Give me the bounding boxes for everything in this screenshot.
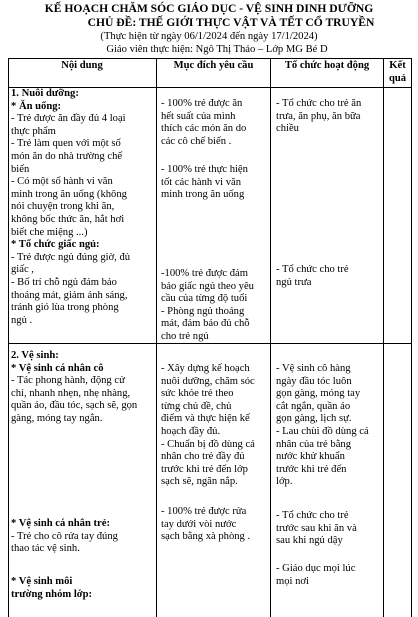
content-line: - Trẻ làm quen với một số <box>11 138 121 150</box>
table-divider-col1 <box>156 58 157 617</box>
content-line: - Trẻ được ngủ đúng giờ, đủ <box>11 251 131 263</box>
section2-content-teacher <box>11 350 137 426</box>
section1-purpose-manners <box>161 164 248 202</box>
purpose-line: trước khi trẻ đến lớp <box>161 463 248 475</box>
content-line: tránh gió lùa trong phòng <box>11 302 119 314</box>
purpose-line: hoạch đầy đủ. <box>161 425 221 437</box>
section2-content-environment <box>11 576 92 601</box>
organize-line: nhân của trẻ bằng <box>276 438 352 450</box>
organize-line: gọn gàng, móng tay <box>276 388 361 400</box>
purpose-line: - Phòng ngủ thoáng <box>161 305 245 317</box>
content-line: thao tác vệ sinh. <box>11 543 80 555</box>
subheading-environment-cont: trường nhóm lớp: <box>11 588 93 600</box>
section2-organize-child <box>276 510 357 548</box>
section1-purpose-eating <box>161 98 246 148</box>
content-line: - Bố trí chỗ ngủ đảm bảo <box>11 276 117 288</box>
purpose-line: - Xây dựng kế hoạch <box>161 363 250 374</box>
care-plan-table <box>8 58 412 617</box>
purpose-line: hết suất của mình <box>161 110 236 122</box>
purpose-line: tốt các hành vi văn <box>161 176 242 188</box>
content-line: thực phẩm <box>11 125 56 137</box>
header-content: Nội dung <box>61 60 103 71</box>
purpose-line: - Chuẩn bị đồ dùng cá <box>161 438 255 450</box>
section1-title: 1. Nuôi dưỡng: <box>11 88 79 99</box>
organize-line: cắt ngắn, quần áo <box>276 400 351 412</box>
subheading-child-hygiene: * Vệ sinh cá nhân trẻ: <box>11 518 110 529</box>
document-period: (Thực hiện từ ngày 06/1/2024 đến ngày 17/1/2024) <box>100 31 318 42</box>
organize-line: trưa, ăn phụ, ăn bữa <box>276 110 361 122</box>
organize-line: ngủ trưa <box>276 276 312 288</box>
content-line: không bốc thức ăn, hắt hơi <box>11 213 125 225</box>
content-line: - Tác phong hành, động cử <box>11 375 125 387</box>
organize-line: - Giáo dục mọi lúc <box>276 563 356 574</box>
document-theme: CHỦ ĐỀ: THẾ GIỚI THỰC VẬT VÀ TẾT CỔ TRUYỀN <box>87 16 375 29</box>
organize-line: trước khi trẻ đến <box>276 463 347 475</box>
purpose-line: sạch bằng xà phòng . <box>161 531 251 543</box>
purpose-line: tay dưới vòi nước <box>161 518 237 530</box>
section1-content <box>11 88 130 327</box>
header-purpose: Mục đích yêu cầu <box>173 60 254 71</box>
content-line: giấc , <box>11 264 34 276</box>
subheading-teacher-hygiene: * Vệ sinh cá nhân cô <box>11 362 104 374</box>
organize-line: sau khi ngủ dậy <box>276 535 343 547</box>
purpose-line: nuôi dưỡng, chăm sóc <box>161 375 255 387</box>
organize-line: gọn gàng, lịch sự. <box>276 413 352 425</box>
section2-content-child <box>11 518 118 556</box>
organize-line: - Tổ chức cho trẻ <box>276 264 349 275</box>
organize-line: lớp. <box>276 476 293 488</box>
table-border-top <box>8 58 412 59</box>
purpose-line: - 100% trẻ thực hiện <box>161 164 248 175</box>
content-line: - Trẻ được ăn đầy đủ 4 loại <box>11 113 126 125</box>
section2-organize-education <box>276 563 355 588</box>
purpose-line: nhân cho trẻ đầy đủ <box>161 451 245 463</box>
subheading-environment: * Vệ sinh môi <box>11 576 73 587</box>
content-line: ngủ . <box>11 314 33 326</box>
content-line: minh trong ăn uống (không <box>11 188 127 200</box>
content-line: nói chuyện trong khi ăn, <box>11 201 115 213</box>
purpose-line: - 100% trẻ được ăn <box>161 98 243 109</box>
section1-organize-meals <box>276 98 361 136</box>
document-title: KẾ HOẠCH CHĂM SÓC GIÁO DỤC - VỆ SINH DINH DƯỠNG <box>44 2 374 15</box>
organize-line: - Vệ sinh cô hàng <box>276 363 351 374</box>
purpose-line: mát, đảm bảo đủ chỗ <box>161 318 250 330</box>
content-line: chỉ, nhanh nhẹn, nhẹ nhàng, <box>11 387 131 399</box>
header-organize: Tổ chức hoạt động <box>284 60 370 71</box>
section1-organize-nap <box>276 264 349 289</box>
content-line: gàng, móng tay ngắn. <box>11 412 103 424</box>
purpose-line: sạch sẽ, ngăn nắp. <box>161 476 238 488</box>
section2-organize-teacher <box>276 363 369 489</box>
purpose-line: -100% trẻ được đảm <box>161 268 248 279</box>
header-result: Kết quả <box>388 60 407 84</box>
content-line: quần áo, đầu tóc, sạch sẽ, gọn <box>11 400 138 412</box>
section1-purpose-sleep <box>161 268 254 344</box>
organize-line: nước khử khuẩn <box>276 451 345 463</box>
section2-purpose-plan <box>161 363 255 489</box>
purpose-line: - 100% trẻ được rửa <box>161 506 247 517</box>
table-border-right <box>411 58 412 617</box>
content-line: món ăn do nhà trường chế <box>11 150 123 162</box>
content-line: biết che miệng ...) <box>11 226 88 238</box>
content-line: biến <box>11 163 30 175</box>
purpose-line: bảo giấc ngủ theo yêu <box>161 280 254 292</box>
content-line: - Có một số hành vi văn <box>11 176 113 188</box>
organize-line: trước sau khi ăn và <box>276 522 357 534</box>
purpose-line: cho trẻ ngủ <box>161 330 209 342</box>
content-line: thoáng mát, giảm ánh sáng, <box>11 289 128 301</box>
organize-line: - Tổ chức cho trẻ <box>276 510 349 521</box>
purpose-line: thích các món ăn do <box>161 123 247 135</box>
purpose-line: sức khỏe trẻ theo <box>161 388 234 400</box>
organize-line: - Lau chùi đồ dùng cá <box>276 425 369 437</box>
organize-line: chiều <box>276 123 299 135</box>
subheading-sleep: * Tổ chức giấc ngủ: <box>11 239 100 251</box>
content-line: - Trẻ cho cô rửa tay đúng <box>11 530 118 542</box>
organize-line: - Tổ chức cho trẻ ăn <box>276 98 362 109</box>
purpose-line: từng chủ đề, chủ <box>161 400 232 412</box>
purpose-line: các cô chế biến . <box>161 135 232 147</box>
purpose-line: minh trong ăn uống <box>161 189 245 201</box>
table-border-left <box>8 58 9 617</box>
section2-title: 2. Vệ sinh: <box>11 350 59 361</box>
subheading-eating: * Ăn uống: <box>11 100 62 112</box>
organize-line: mọi nơi <box>276 575 309 587</box>
table-divider-col2 <box>270 58 271 617</box>
purpose-line: cầu của từng độ tuổi <box>161 293 248 305</box>
document-teacher: Giáo viên thực hiện: Ngô Thị Thảo – Lớp MG Bé D <box>106 44 328 55</box>
section2-purpose-handwash <box>161 506 250 544</box>
organize-line: ngày đầu tóc luôn <box>276 375 352 387</box>
purpose-line: điểm và thực hiện kế <box>161 413 250 425</box>
table-divider-col3 <box>383 58 384 617</box>
